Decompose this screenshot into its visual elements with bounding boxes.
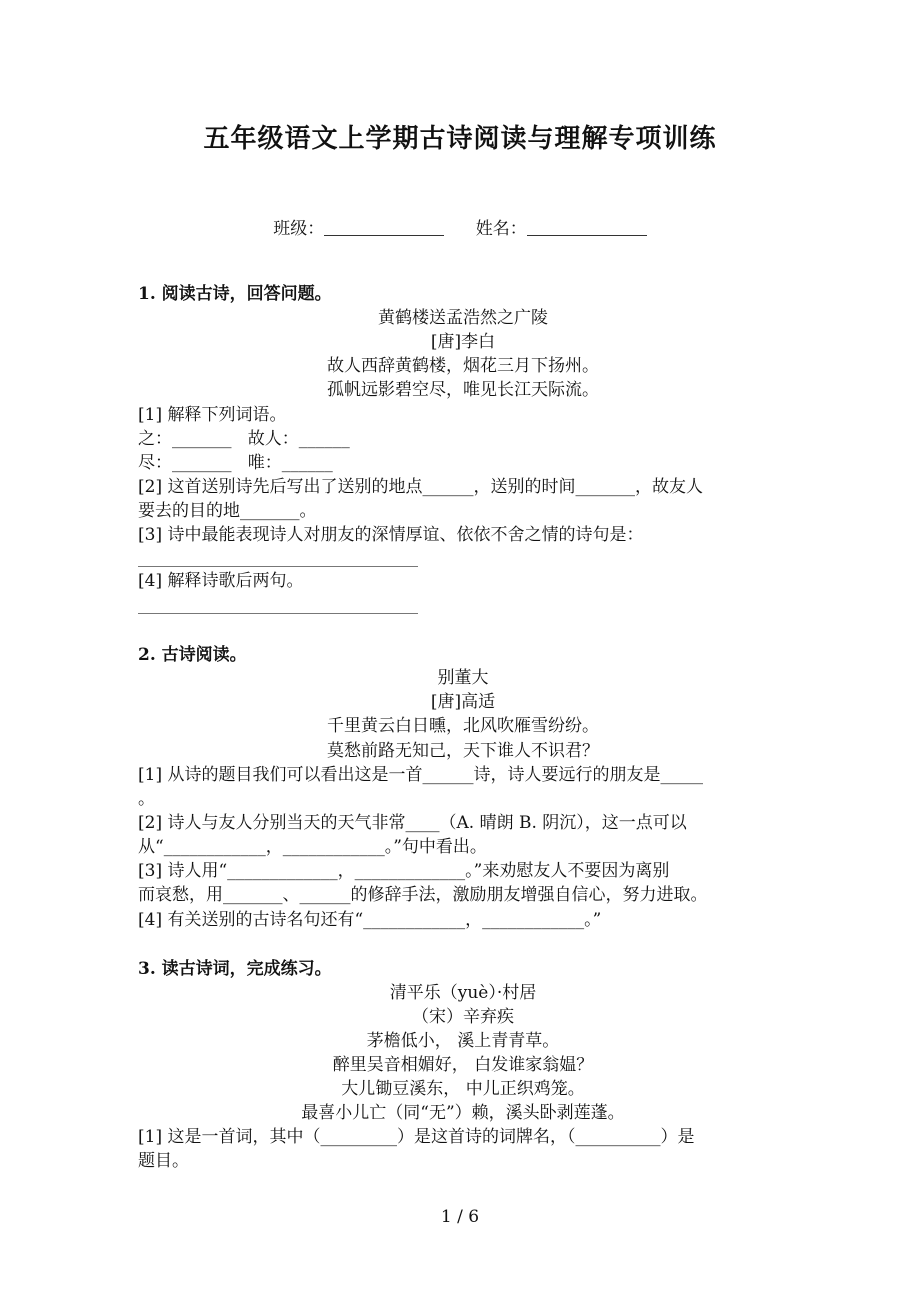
q3-poem-line: 大儿锄豆溪东， 中儿正织鸡笼。 [341,1079,585,1099]
q3-author: （宋）辛弃疾 [412,1007,514,1027]
q1-poem-line: 故人西辞黄鹤楼，烟花三月下扬州。 [327,356,599,376]
q1-sub1-row: 之：_______ 故人：______ [138,429,350,449]
q3-sub1-cont: 题目。 [138,1151,189,1171]
q2-sub3: [3] 诗人用“_____________，_____________。”来劝慰友人不要因为离别 [138,861,670,881]
q2-author: [唐]高适 [430,692,496,712]
q1-heading: 1. 阅读古诗，回答问题。 [138,284,332,304]
q3-poem-line: 醉里吴音相媚好， 白发谁家翁媪？ [332,1055,594,1075]
page-number: 1 / 6 [440,1207,480,1227]
q3-heading: 3. 读古诗词，完成练习。 [138,959,332,979]
q1-sub2: [2] 这首送别诗先后写出了送别的地点______，送别的时间_______，故友人 [138,477,703,497]
class-label: 班级： [273,219,325,239]
q2-poem-line: 千里黄云白日曛，北风吹雁雪纷纷。 [327,716,599,736]
q2-poem-line: 莫愁前路无知己，天下谁人不识君？ [327,741,599,761]
q3-poem-line: 茅檐低小， 溪上青青草。 [366,1031,560,1051]
q2-sub2-cont: 从“____________，____________。”句中看出。 [138,837,487,857]
page-title: 五年级语文上学期古诗阅读与理解专项训练 [203,124,717,154]
name-label: 姓名： [475,219,527,239]
q2-sub1-cont: 。 [138,789,155,809]
q2-sub4: [4] 有关送别的古诗名句还有“____________，____________。” [138,910,602,930]
name-field[interactable] [527,219,647,236]
class-field[interactable] [324,219,444,236]
q2-poem-title: 别董大 [437,668,489,688]
q1-author: [唐]李白 [430,332,496,352]
q2-sub3-cont: 而哀愁，用_______、______的修辞手法，激励朋友增强自信心，努力进取。 [138,885,708,905]
q3-poem-line: 最喜小儿亡（同“无”）赖，溪头卧剥莲蓬。 [301,1103,625,1123]
student-info [0,214,920,239]
q1-sub2-cont: 要去的目的地_______。 [138,501,317,521]
q1-sub1-row: 尽：_______ 唯：______ [138,453,333,473]
q1-poem-line: 孤帆远影碧空尽，唯见长江天际流。 [327,380,599,400]
answer-line[interactable] [138,566,418,567]
q1-sub3: [3] 诗中最能表现诗人对朋友的深情厚谊、依依不舍之情的诗句是： [138,525,644,545]
q2-sub1: [1] 从诗的题目我们可以看出这是一首______诗，诗人要远行的朋友是_____ [138,765,703,785]
q3-sub1: [1] 这是一首词，其中（_________）是这首诗的词牌名，（__________）是 [138,1127,695,1147]
answer-line[interactable] [138,613,418,614]
q3-poem-title: 清平乐（yuè）·村居 [389,983,537,1003]
q1-sub1: [1] 解释下列词语。 [138,405,287,425]
q2-sub2: [2] 诗人与友人分别当天的天气非常____（A. 晴朗 B. 阴沉），这一点可以 [138,813,687,833]
q1-poem-title: 黄鹤楼送孟浩然之广陵 [378,308,548,328]
q2-heading: 2. 古诗阅读。 [138,645,247,665]
q1-sub4: [4] 解释诗歌后两句。 [138,571,304,591]
